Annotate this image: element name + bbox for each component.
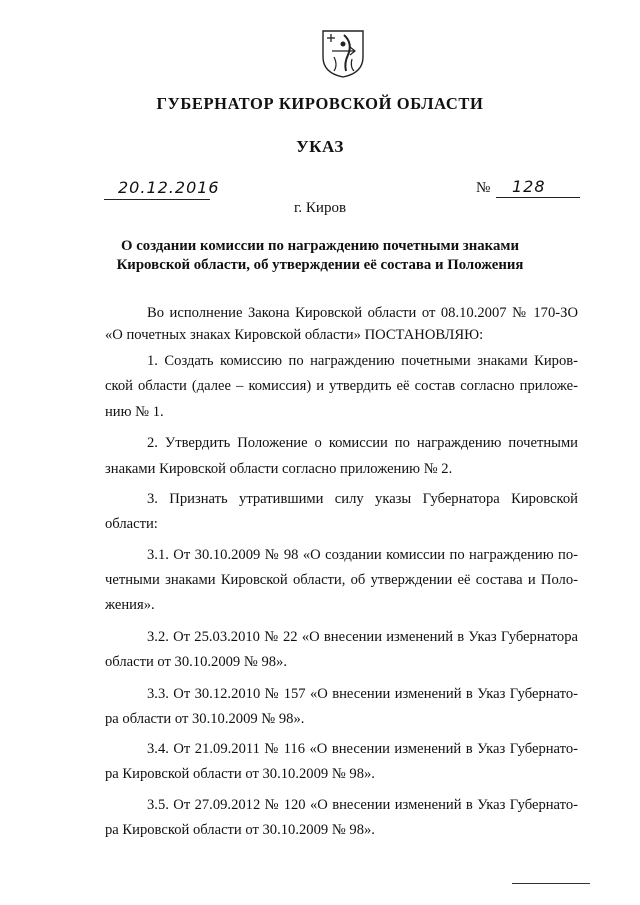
body-line: ра области от 30.10.2009 № 98».	[105, 711, 305, 727]
coat-of-arms-icon	[320, 29, 366, 79]
body-line: 3.3. От 30.12.2010 № 157 «О внесении изменений в Указ Губернато-	[147, 686, 578, 702]
body-line: 3.2. От 25.03.2010 № 22 «О внесении изменений в Указ Губернатора	[147, 629, 578, 645]
body-line: знаками Кировской области согласно приложению № 2.	[105, 461, 453, 477]
body-line: области:	[105, 516, 158, 532]
body-line: 3.5. От 27.09.2012 № 120 «О внесении изменений в Указ Губернато-	[147, 797, 578, 813]
body-line: жения».	[105, 597, 155, 613]
document-type: УКАЗ	[296, 137, 344, 156]
authority-heading: ГУБЕРНАТОР КИРОВСКОЙ ОБЛАСТИ	[156, 94, 484, 113]
number-sign: №	[476, 180, 491, 196]
body-line: области от 30.10.2009 № 98».	[105, 654, 287, 670]
document-number: 128	[512, 177, 546, 196]
city: г. Киров	[293, 200, 347, 216]
body-line: четными знаками Кировской области, об утверждении её состава и Поло-	[105, 572, 578, 588]
body-line: ской области (далее – комиссия) и утвердить её состав согласно приложе-	[105, 378, 578, 394]
number-underline	[496, 197, 580, 198]
document-date: 20.12.2016	[118, 178, 220, 197]
body-line: ра Кировской области от 30.10.2009 № 98».	[105, 822, 375, 838]
body-line: «О почетных знаках Кировской области» ПОСТАНОВЛЯЮ:	[105, 327, 484, 343]
title-line-1: О создании комиссии по награждению почетными знаками	[121, 238, 519, 254]
footer-rule	[512, 883, 590, 884]
body-line: Во исполнение Закона Кировской области от 08.10.2007 № 170-ЗО	[147, 305, 578, 321]
body-line: 3. Признать утратившими силу указы Губернатора Кировской	[147, 491, 578, 507]
title-line-2: Кировской области, об утверждении её состава и Положения	[116, 257, 524, 273]
body-line: 1. Создать комиссию по награждению почетными знаками Киров-	[147, 353, 578, 369]
body-line: нию № 1.	[105, 404, 164, 420]
body-line: ра Кировской области от 30.10.2009 № 98».	[105, 766, 375, 782]
body-line: 3.1. От 30.10.2009 № 98 «О создании комиссии по награждению по-	[147, 547, 578, 563]
body-line: 3.4. От 21.09.2011 № 116 «О внесении изменений в Указ Губернато-	[147, 741, 578, 757]
body-line: 2. Утвердить Положение о комиссии по награждению почетными	[147, 435, 578, 451]
